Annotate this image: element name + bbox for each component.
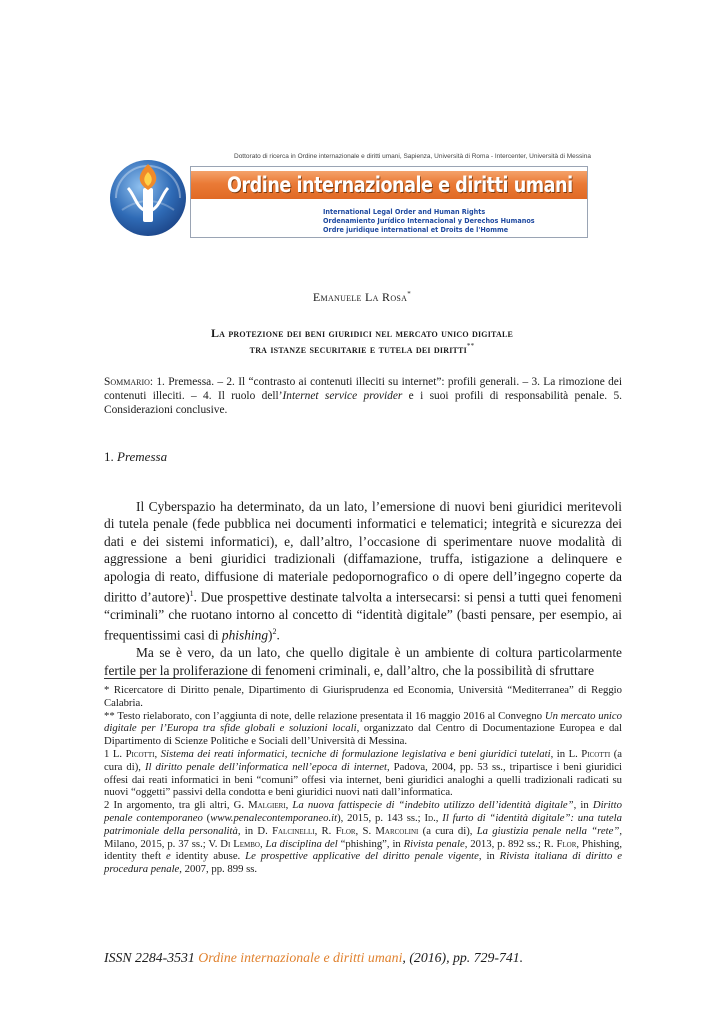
article-title-line-2 [0,342,724,357]
section-title: Premessa [117,449,168,464]
article-title-line-1: La protezione dei beni giuridici nel mercato unico digitale [210,326,514,340]
footnote-separator [104,678,274,679]
paragraph-2: Ma se è vero, da un lato, che quello digitale è un ambiente di coltura particolarmente fertile per la proliferazione di fenomeni criminali, e, dall’altro, che la possibilità di sfruttare [104,645,622,678]
p1-italic: phishing [221,627,269,643]
p1-text-d: . [276,627,280,643]
p1-text-a: Il Cyberspazio ha determinato, da un lato, l’emersione di nuovi beni giuridici meritevoli di tutela penale (fede pubblica nei documenti informatici e telematici; integrità e sicurezza dei dati e dei sistemi informatici), e, dall’altro, l’occasione di sperimentare nuove modalità di aggressione a beni giuridici tradizionali (diffamazione, truffa, istigazione a delinquere e apologia di reato, diffusione di materiale pedopornografico o di opere dell’ingegno coperte da diritto d’autore) [104,499,622,605]
summary-text-1: : 1. Premessa. – 2. Il “contrasto ai contenuti illeciti su internet”: profili generali. – 3. La rimozione dei contenuti illeciti. – 4. Il ruolo dell’ [104,376,622,402]
journal-banner [190,166,588,238]
author [0,290,724,305]
footer-rest: , (2016), pp. 729-741. [402,950,524,965]
summary-italic: Internet service provider [282,390,403,402]
banner-title-bar [191,171,587,199]
summary [104,375,622,417]
paragraph-1 [104,498,622,644]
footer-journal: Ordine internazionale e diritti umani [198,950,403,965]
footnote-double-star: ** Testo rielaborato, con l’aggiunta di note, delle relazione presentata il 16 maggio 2016 al Convegno Un mercato unico digitale per l’Europa tra sfide globali e soluzioni locali, organizzato dal Centro di Documentazione Europea e dal Dipartimento di Scienze Politiche e Sociali dell’Università di Messina. [104,709,622,748]
p1-text-b: . Due prospettive destinate talvolta a intersecarsi: si pensi a tutti quei fenomeni “criminali” che ruotano intorno al concetto di “identità digitale” (basti pensare, per esempio, ai frequentissimi casi di [104,589,622,643]
footnote-2: 2 In argomento, tra gli altri, G. Malgieri, La nuova fattispecie di “indebito utilizzo dell’identità digitale”, in Diritto penale contemporaneo (www.penalecontemporaneo.it), 2015, p. 143 ss.; Id., Il furto di “identità digitale”: una tutela patrimoniale della personalità, in D. Falcinelli, R. Flor, S. Marcolini (a cura di), La giustizia penale nella “rete”, Milano, 2015, p. 37 ss.; V. Di Lembo, La disciplina del “phishing”, in Rivista penale, 2013, p. 892 ss.; R. Flor, Phishing, identity theft e identity abuse. Le prospettive applicative del diritto penale vigente, in Rivista italiana di diritto e procedura penale, 2007, pp. 899 ss. [104,799,623,876]
journal-logo [108,158,188,238]
section-number: 1. [104,449,114,464]
subtitle-fr: Ordre juridique international et Droits de l'Homme [323,225,509,234]
footnote-star: * Ricercatore di Diritto penale, Dipartimento di Giurisprudenza ed Economia, Università “Mediterranea” di Reggio Calabria. [104,684,622,709]
footnote-ref-2[interactable]: 2 [272,627,277,637]
journal-title: Ordine internazionale e diritti umani [227,173,573,197]
p1-text-c: ) [268,627,273,643]
summary-text-2: e i suoi profili di responsabilità penale. 5. Considerazioni conclusive. [104,390,622,416]
body-text [104,498,622,679]
author-footnote-mark: * [407,290,412,298]
doctorate-line: Dottorato di ricerca in Ordine internazionale e diritti umani, Sapienza, Università di Roma - Intercenter, Università di Messina [234,153,591,160]
author-name: Emanuele La Rosa [312,290,408,304]
title-footnote-mark: ** [466,342,475,350]
footnotes [104,684,622,876]
article-title-line-2-text: tra istanze securitarie e tutela dei diritti [249,342,467,356]
footer-issn: ISSN 2284-3531 [104,950,199,965]
summary-label: Sommario [104,376,150,388]
subtitle-es: Ordenamiento Jurídico Internacional y Derechos Humanos [323,216,535,225]
section-heading [104,449,167,465]
footnote-1: 1 L. Picotti, Sistema dei reati informatici, tecniche di formulazione legislativa e beni giuridici tutelati, in L. Picotti (a cura di), Il diritto penale dell’informatica nell’epoca di internet, Padova, 2004, pp. 53 ss., tripartisce i beni giuridici offesi dai reati informatici in beni “comuni” offesi via internet, beni giuridici analoghi a quelli tradizionali radicati su nuovi “oggetti” passivi della condotta e beni giuridici nuovi nati dall’informatica. [104,747,623,799]
page-footer [104,950,622,966]
footnote-ref-1[interactable]: 1 [189,589,194,599]
subtitle-en: International Legal Order and Human Rights [323,207,486,216]
